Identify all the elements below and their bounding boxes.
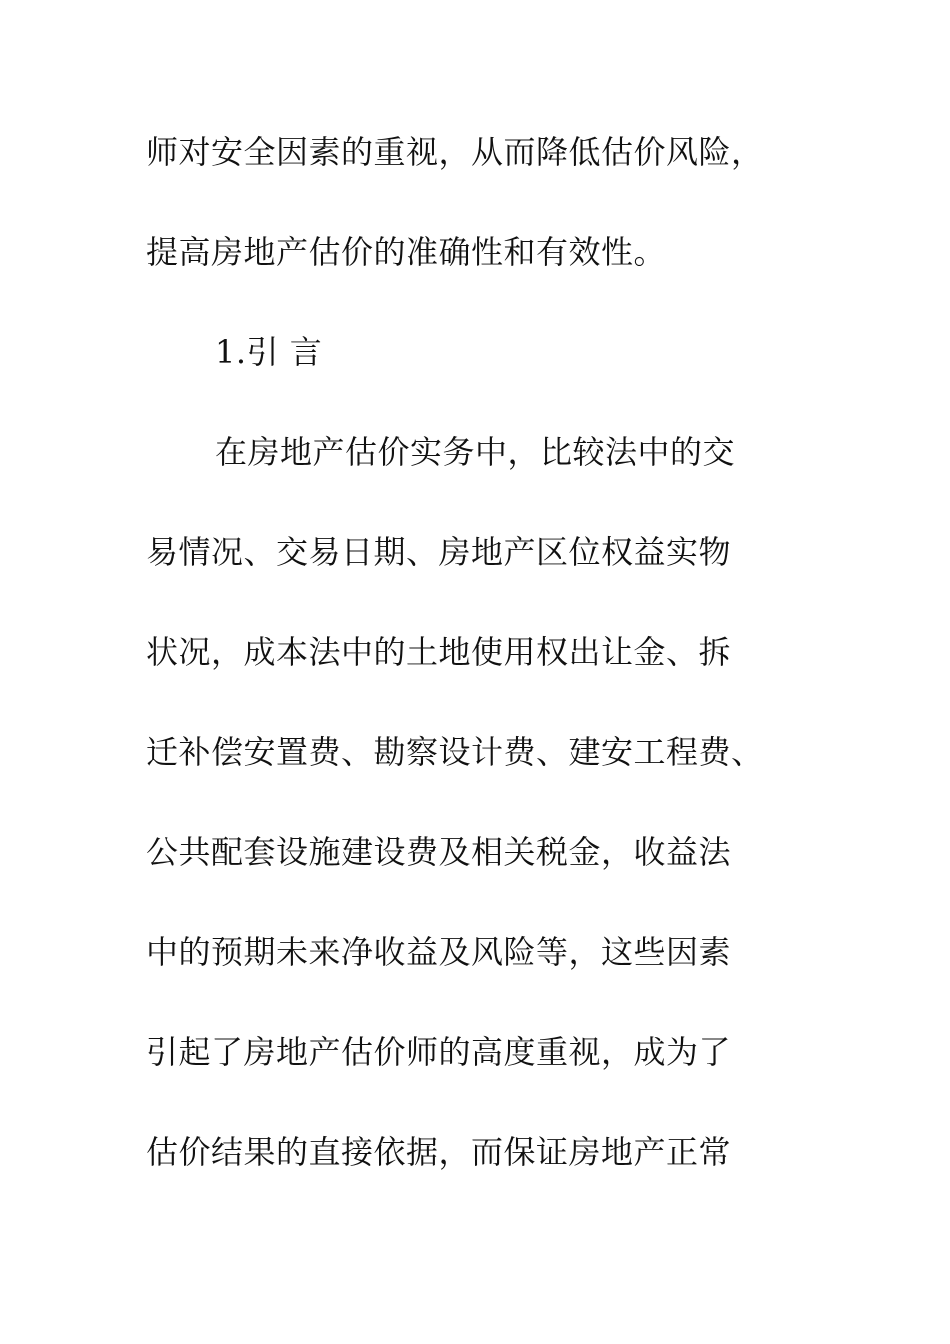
paragraph-line: 状况，成本法中的土地使用权出让金、拆	[146, 633, 732, 671]
paragraph-line: 易情况、交易日期、房地产区位权益实物	[146, 533, 732, 571]
section-heading: 1.引 言	[215, 333, 323, 371]
paragraph-line: 中的预期未来净收益及风险等，这些因素	[146, 933, 732, 971]
paragraph-line: 师对安全因素的重视，从而降低估价风险，	[146, 133, 764, 171]
paragraph-line: 迁补偿安置费、勘察设计费、建安工程费、	[146, 733, 764, 771]
paragraph-line: 在房地产估价实务中，比较法中的交	[215, 433, 736, 471]
paragraph-line: 公共配套设施建设费及相关税金，收益法	[146, 833, 732, 871]
paragraph-line: 提高房地产估价的准确性和有效性。	[146, 233, 667, 271]
paragraph-line: 估价结果的直接依据，而保证房地产正常	[146, 1133, 732, 1171]
paragraph-line: 引起了房地产估价师的高度重视，成为了	[146, 1033, 732, 1071]
